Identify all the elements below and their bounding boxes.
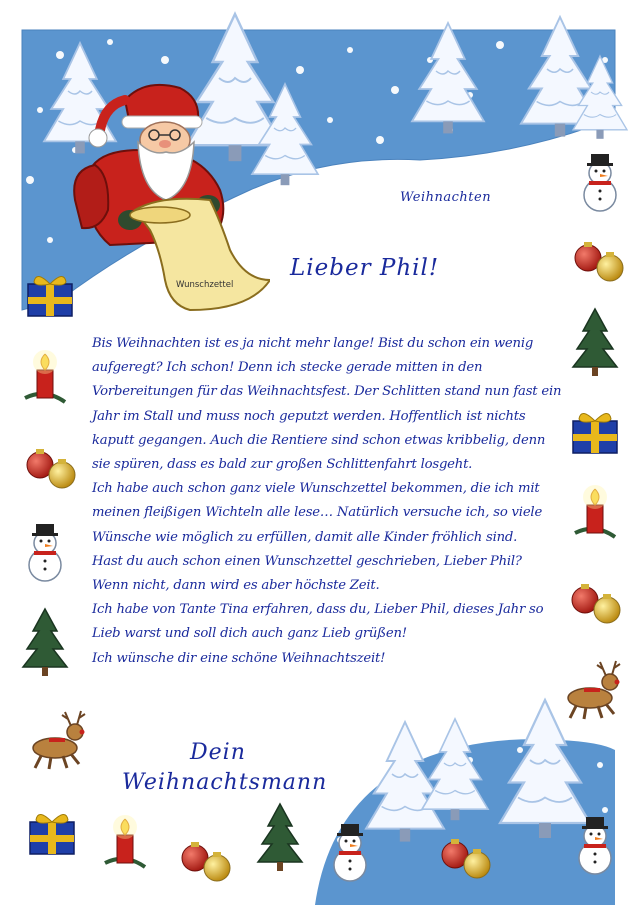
letter-paragraph: Ich wünsche dir eine schöne Weihnachtszeit! — [92, 650, 386, 666]
letter-body — [92, 332, 562, 671]
signature: Weihnachtsmann — [122, 770, 328, 795]
santa-claus-icon — [70, 80, 270, 320]
salutation: Lieber Phil! — [290, 255, 440, 281]
letter-paragraph: Hast du auch schon einen Wunschzettel geschrieben, Lieber Phil? Wenn nicht, dann wird es aber höchste Zeit. — [92, 553, 522, 594]
letter-paragraph: Ich habe von Tante Tina erfahren, dass du, Lieber Phil, dieses Jahr so Lieb warst und soll dich auch ganz Lieb grüßen! — [92, 602, 544, 642]
letter-paragraph: Ich habe auch schon ganz viele Wunschzettel bekommen, die ich mit meinen fleißigen Wichteln alle lese… Natürlich versuche ich, so viele Wünsche wie möglich zu erfüllen, damit alle Kinder fröhlich sind. — [92, 481, 543, 545]
scroll-label: Wunschzettel — [176, 280, 234, 290]
letter-paragraph: Bis Weihnachten ist es ja nicht mehr lange! Bist du schon ein wenig aufgeregt? Ich schon! Denn ich stecke gerade mitten in den Vorbereitungen für das Weihnachtsfest. Der Schlitten stand nun fast ein Jahr im Stall und muss noch geputzt werden. Hoffentlich ist nichts kaputt gegangen. Auch die Rentiere sind schon etwas kribbelig, denn sie spüren, dass es bald zur großen Schlittenfahrt losgeht. — [92, 336, 562, 473]
closing-line: Dein — [190, 740, 246, 765]
date-label: Weihnachten — [400, 190, 492, 205]
